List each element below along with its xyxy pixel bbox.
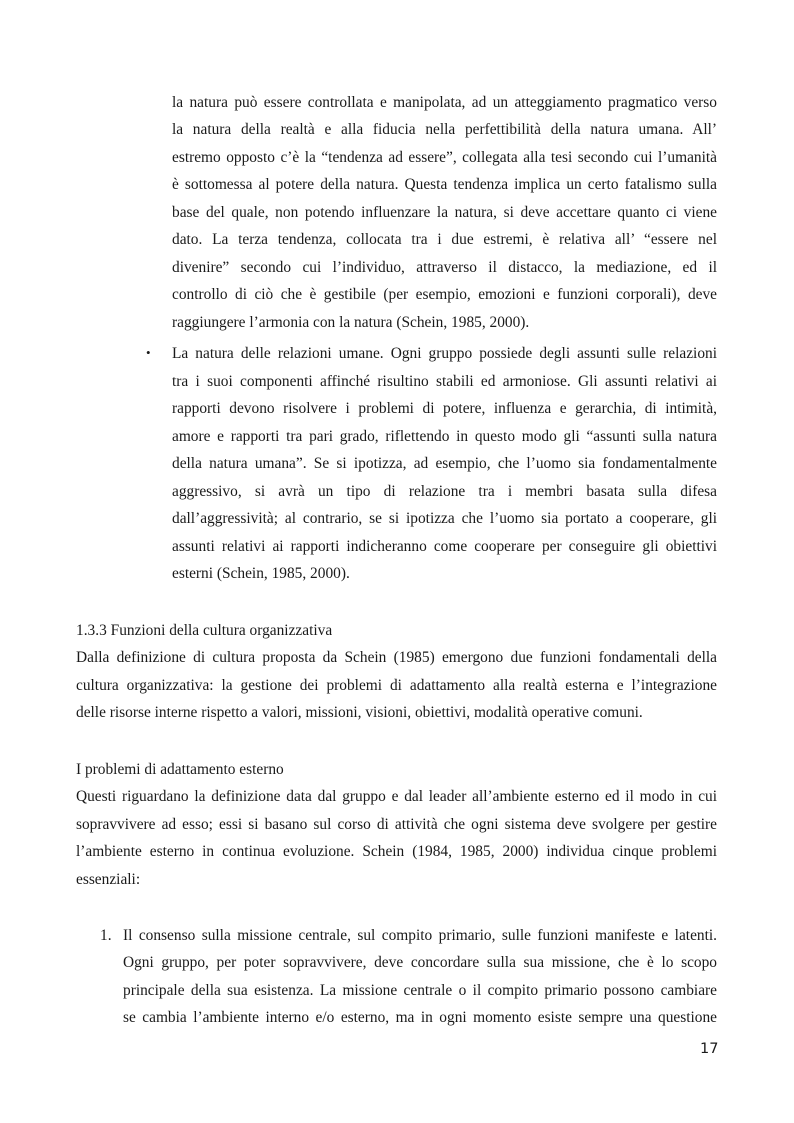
text-line: esterni (Schein, 1985, 2000). bbox=[172, 565, 350, 582]
page-number: 17 bbox=[700, 1041, 719, 1057]
text-line: aggressivo, si avrà un tipo di relazione tra i membri basata sulla difesa bbox=[172, 483, 717, 500]
text-line: tra i suoi componenti affinché risultino stabili ed armoniose. Gli assunti relativi ai bbox=[172, 373, 717, 390]
text-line: sopravvivere ad esso; essi si basano sul corso di attività che ogni sistema deve svolgere per gestire bbox=[76, 816, 717, 833]
text-line: principale della sua esistenza. La missione centrale o il compito primario possono cambiare bbox=[123, 982, 717, 999]
text-line: dall’aggressività; al contrario, se si ipotizza che l’uomo sia portato a cooperare, gli bbox=[172, 510, 717, 527]
text-line: delle risorse interne rispetto a valori, missioni, visioni, obiettivi, modalità operative comuni. bbox=[76, 704, 643, 721]
text-line: dato. La terza tendenza, collocata tra i due estremi, è relativa all’ “essere nel bbox=[172, 231, 717, 248]
text-line: base del quale, non potendo influenzare la natura, si deve accettare quanto ci viene bbox=[172, 204, 717, 221]
text-line: divenire” secondo cui l’individuo, attraverso il distacco, la mediazione, ed il bbox=[172, 259, 717, 276]
text-line: essenziali: bbox=[76, 871, 141, 888]
text-line: è sottomessa al potere della natura. Questa tendenza implica un certo fatalismo sulla bbox=[172, 176, 717, 193]
text-line: Questi riguardano la definizione data dal gruppo e dal leader all’ambiente esterno ed il modo in cui bbox=[76, 788, 717, 805]
text-line: cultura organizzativa: la gestione dei problemi di adattamento alla realtà esterna e l’integrazione bbox=[76, 677, 717, 694]
text-line: della natura umana”. Se si ipotizza, ad esempio, che l’uomo sia fondamentalmente bbox=[172, 455, 717, 472]
bullet-marker: • bbox=[146, 345, 151, 360]
text-line: raggiungere l’armonia con la natura (Schein, 1985, 2000). bbox=[172, 314, 530, 331]
text-line: Ogni gruppo, per poter sopravvivere, deve concordare sulla sua missione, che è lo scopo bbox=[123, 954, 717, 971]
text-line: la natura della realtà e alla fiducia nella perfettibilità della natura umana. All’ bbox=[172, 121, 717, 138]
text-line: se cambia l’ambiente interno e/o esterno, ma in ogni momento esiste sempre una questione bbox=[123, 1009, 717, 1026]
text-line: Dalla definizione di cultura proposta da Schein (1985) emergono due funzioni fondamentali della bbox=[76, 649, 717, 666]
text-line: amore e rapporti tra pari grado, riflettendo in questo modo gli “assunti sulla natura bbox=[172, 428, 717, 445]
text-line: controllo di ciò che è gestibile (per esempio, emozioni e funzioni corporali), deve bbox=[172, 286, 717, 303]
subheading: I problemi di adattamento esterno bbox=[76, 761, 284, 778]
text-line: estremo opposto c’è la “tendenza ad essere”, collegata alla tesi secondo cui l’umanità bbox=[172, 149, 717, 166]
list-number: 1. bbox=[100, 927, 112, 944]
text-line: La natura delle relazioni umane. Ogni gruppo possiede degli assunti sulle relazioni bbox=[172, 345, 717, 362]
text-line: Il consenso sulla missione centrale, sul compito primario, sulle funzioni manifeste e latenti. bbox=[123, 927, 717, 944]
section-heading: 1.3.3 Funzioni della cultura organizzativa bbox=[76, 622, 333, 639]
text-line: rapporti devono risolvere i problemi di potere, influenza e gerarchia, di intimità, bbox=[172, 400, 717, 417]
text-line: assunti relativi ai rapporti indicheranno come cooperare per conseguire gli obiettivi bbox=[172, 538, 717, 555]
text-line: la natura può essere controllata e manipolata, ad un atteggiamento pragmatico verso bbox=[172, 94, 717, 111]
text-line: l’ambiente esterno in continua evoluzione. Schein (1984, 1985, 2000) individua cinque problemi bbox=[76, 843, 717, 860]
